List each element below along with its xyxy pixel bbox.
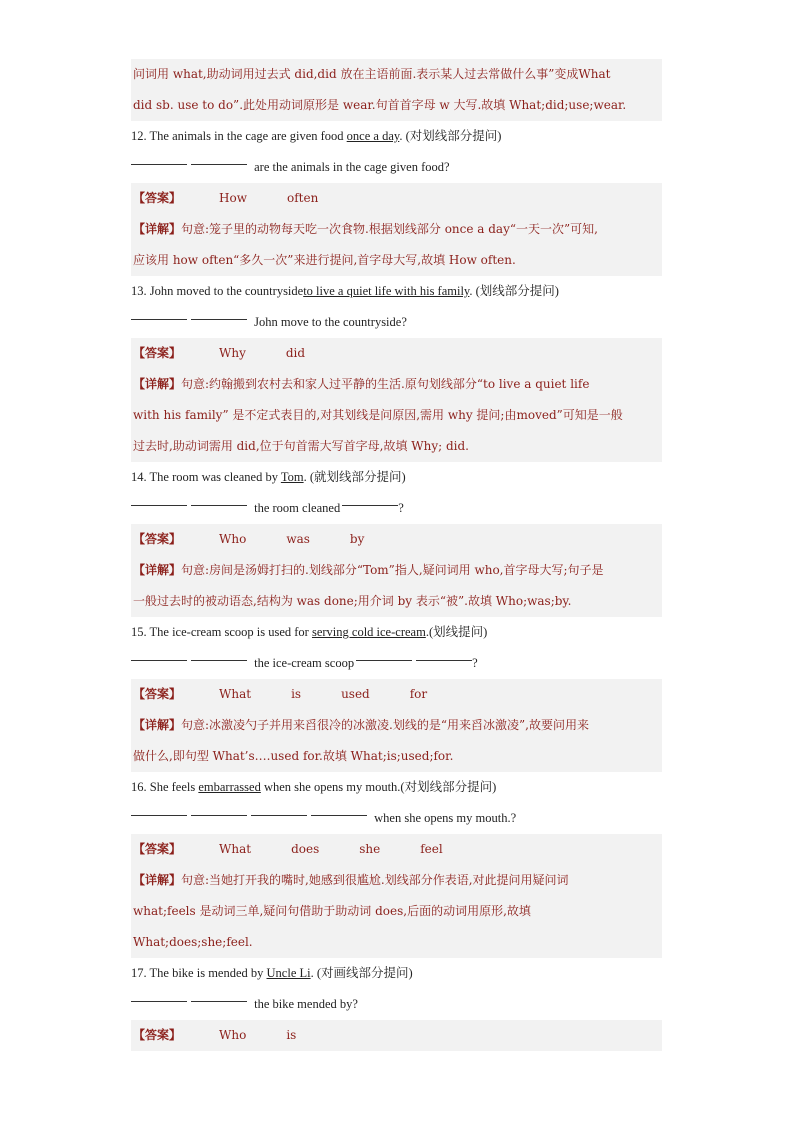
answer-word: What	[219, 687, 252, 701]
question-16	[131, 772, 662, 803]
answer-15	[131, 679, 662, 710]
detail-label: 【详解】	[133, 222, 182, 236]
answer-label: 【答案】	[133, 191, 182, 205]
answer-word: by	[349, 532, 365, 546]
blank-sentence: the ice-cream scoop	[251, 656, 355, 670]
answer-blank	[131, 659, 187, 661]
detail-line: 一般过去时的被动语态,结构为 was done;用介词 by 表示“被”.故填 Who;was;by.	[133, 594, 572, 608]
detail-line: 【详解】句意:当她打开我的嘴时,她感到很尴尬.划线部分作表语,对此提问用疑问词	[133, 873, 569, 887]
blank-sentence-end: ?	[398, 501, 404, 515]
answer-blank	[131, 504, 187, 506]
answer-label: 【答案】	[133, 1028, 182, 1042]
question-instruction: . (对画线部分提问)	[310, 966, 413, 980]
question-text: 12. The animals in the cage are given food	[131, 129, 347, 143]
answer-word: Who	[219, 1028, 247, 1042]
question-instruction: . (划线部分提问)	[469, 284, 559, 298]
detail-line: 做什么,即句型 What’s….used for.故填 What;is;used;for.	[133, 749, 454, 763]
question-15	[131, 617, 662, 648]
answer-blank	[251, 814, 307, 816]
detail-line: 【详解】句意:笼子里的动物每天吃一次食物.根据划线部分 once a day“一天一次”可知,	[133, 222, 598, 236]
underlined-part: serving cold ice-cream	[311, 625, 426, 639]
answer-word: How	[219, 191, 247, 205]
question-text: 15. The ice-cream scoop is used for	[131, 625, 312, 639]
question-14	[131, 462, 662, 493]
answer-word: for	[409, 687, 428, 701]
underlined-part: once a day	[346, 129, 400, 143]
answer-blank	[416, 659, 472, 661]
answer-13	[131, 338, 662, 369]
answer-word: she	[359, 842, 381, 856]
answer-word: did	[285, 346, 306, 360]
answer-word: was	[286, 532, 310, 546]
underlined-part: Uncle Li	[266, 966, 311, 980]
answer-blank	[191, 1000, 247, 1002]
underlined-part: Tom	[280, 470, 304, 484]
detail-label: 【详解】	[133, 873, 182, 887]
detail-line: 过去时,助动词需用 did,位于句首需大写首字母,故填 Why; did.	[133, 439, 469, 453]
question-text: 14. The room was cleaned by	[131, 470, 281, 484]
blank-sentence: are the animals in the cage given food?	[251, 160, 450, 174]
question-instruction: . (就划线部分提问)	[303, 470, 406, 484]
detail-line: 【详解】句意:约翰搬到农村去和家人过平静的生活.原句划线部分“to live a quiet life	[133, 377, 590, 391]
answer-blank	[131, 814, 187, 816]
question-17	[131, 958, 662, 989]
answer-word: Why	[219, 346, 246, 360]
blank-sentence-end: ?	[472, 656, 478, 670]
answer-word: feel	[420, 842, 443, 856]
answer-word: is	[291, 687, 302, 701]
answer-word: used	[341, 687, 370, 701]
answer-blank	[356, 659, 412, 661]
detail-16	[131, 865, 662, 958]
detail-line: did sb. use to do”.此处用动词原形是 wear.句首首字母 w 大写.故填 What;did;use;wear.	[133, 98, 627, 112]
question-12	[131, 121, 662, 152]
detail-line: 问词用 what,助动词用过去式 did,did 放在主语前面.表示某人过去常做什么事”变成What	[133, 67, 611, 81]
question-text: 17. The bike is mended by	[131, 966, 267, 980]
answer-label: 【答案】	[133, 687, 182, 701]
question-13-blanks	[131, 307, 662, 338]
detail-line: What;does;she;feel.	[133, 935, 253, 949]
answer-label: 【答案】	[133, 842, 182, 856]
question-13	[131, 276, 662, 307]
answer-blank	[131, 318, 187, 320]
answer-17	[131, 1020, 662, 1051]
detail-line: what;feels 是动词三单,疑问句借助于助动词 does,后面的动词用原形,故填	[133, 904, 531, 918]
detail-line: with his family” 是不定式表目的,对其划线是问原因,需用 why 提问;由moved”可知是一般	[133, 408, 623, 422]
answer-label: 【答案】	[133, 346, 182, 360]
answer-blank	[342, 504, 398, 506]
blank-sentence: the room cleaned	[251, 501, 341, 515]
question-instruction: when she opens my mouth.(对划线部分提问)	[260, 780, 497, 794]
underlined-part: embarrassed	[198, 780, 261, 794]
detail-13	[131, 369, 662, 462]
answer-blank	[131, 163, 187, 165]
question-16-blanks	[131, 803, 662, 834]
answer-14	[131, 524, 662, 555]
answer-word: does	[291, 842, 320, 856]
answer-word: What	[219, 842, 252, 856]
answer-label: 【答案】	[133, 532, 182, 546]
question-12-blanks	[131, 152, 662, 183]
answer-blank	[191, 318, 247, 320]
question-14-blanks	[131, 493, 662, 524]
blank-sentence: John move to the countryside?	[251, 315, 407, 329]
answer-word: Who	[219, 532, 247, 546]
answer-blank	[191, 659, 247, 661]
answer-blank	[311, 814, 367, 816]
detail-12	[131, 214, 662, 276]
exercise-content	[131, 59, 662, 1051]
answer-16	[131, 834, 662, 865]
detail-label: 【详解】	[133, 377, 182, 391]
question-17-blanks	[131, 989, 662, 1020]
detail-15	[131, 710, 662, 772]
answer-blank	[191, 504, 247, 506]
answer-12	[131, 183, 662, 214]
previous-detail-continuation	[131, 59, 662, 121]
detail-line: 【详解】句意:冰激凌勺子并用来舀很冷的冰激凌.划线的是“用来舀冰激凌”,故要问用来	[133, 718, 589, 732]
detail-label: 【详解】	[133, 563, 182, 577]
question-text: 16. She feels	[131, 780, 199, 794]
answer-blank	[191, 814, 247, 816]
blank-sentence: when she opens my mouth.?	[371, 811, 517, 825]
answer-blank	[131, 1000, 187, 1002]
question-instruction: . (对划线部分提问)	[399, 129, 502, 143]
blank-sentence: the bike mended by?	[251, 997, 358, 1011]
answer-blank	[191, 163, 247, 165]
question-15-blanks	[131, 648, 662, 679]
answer-word: is	[286, 1028, 297, 1042]
answer-word: often	[286, 191, 319, 205]
question-instruction: .(划线提问)	[425, 625, 488, 639]
question-text: 13. John moved to the countryside	[131, 284, 304, 298]
detail-line: 应该用 how often“多久一次”来进行提问,首字母大写,故填 How often.	[133, 253, 516, 267]
detail-14	[131, 555, 662, 617]
underlined-part: to live a quiet life with his family	[303, 284, 470, 298]
detail-label: 【详解】	[133, 718, 182, 732]
detail-line: 【详解】句意:房间是汤姆打扫的.划线部分“Tom”指人,疑问词用 who,首字母大写;句子是	[133, 563, 604, 577]
